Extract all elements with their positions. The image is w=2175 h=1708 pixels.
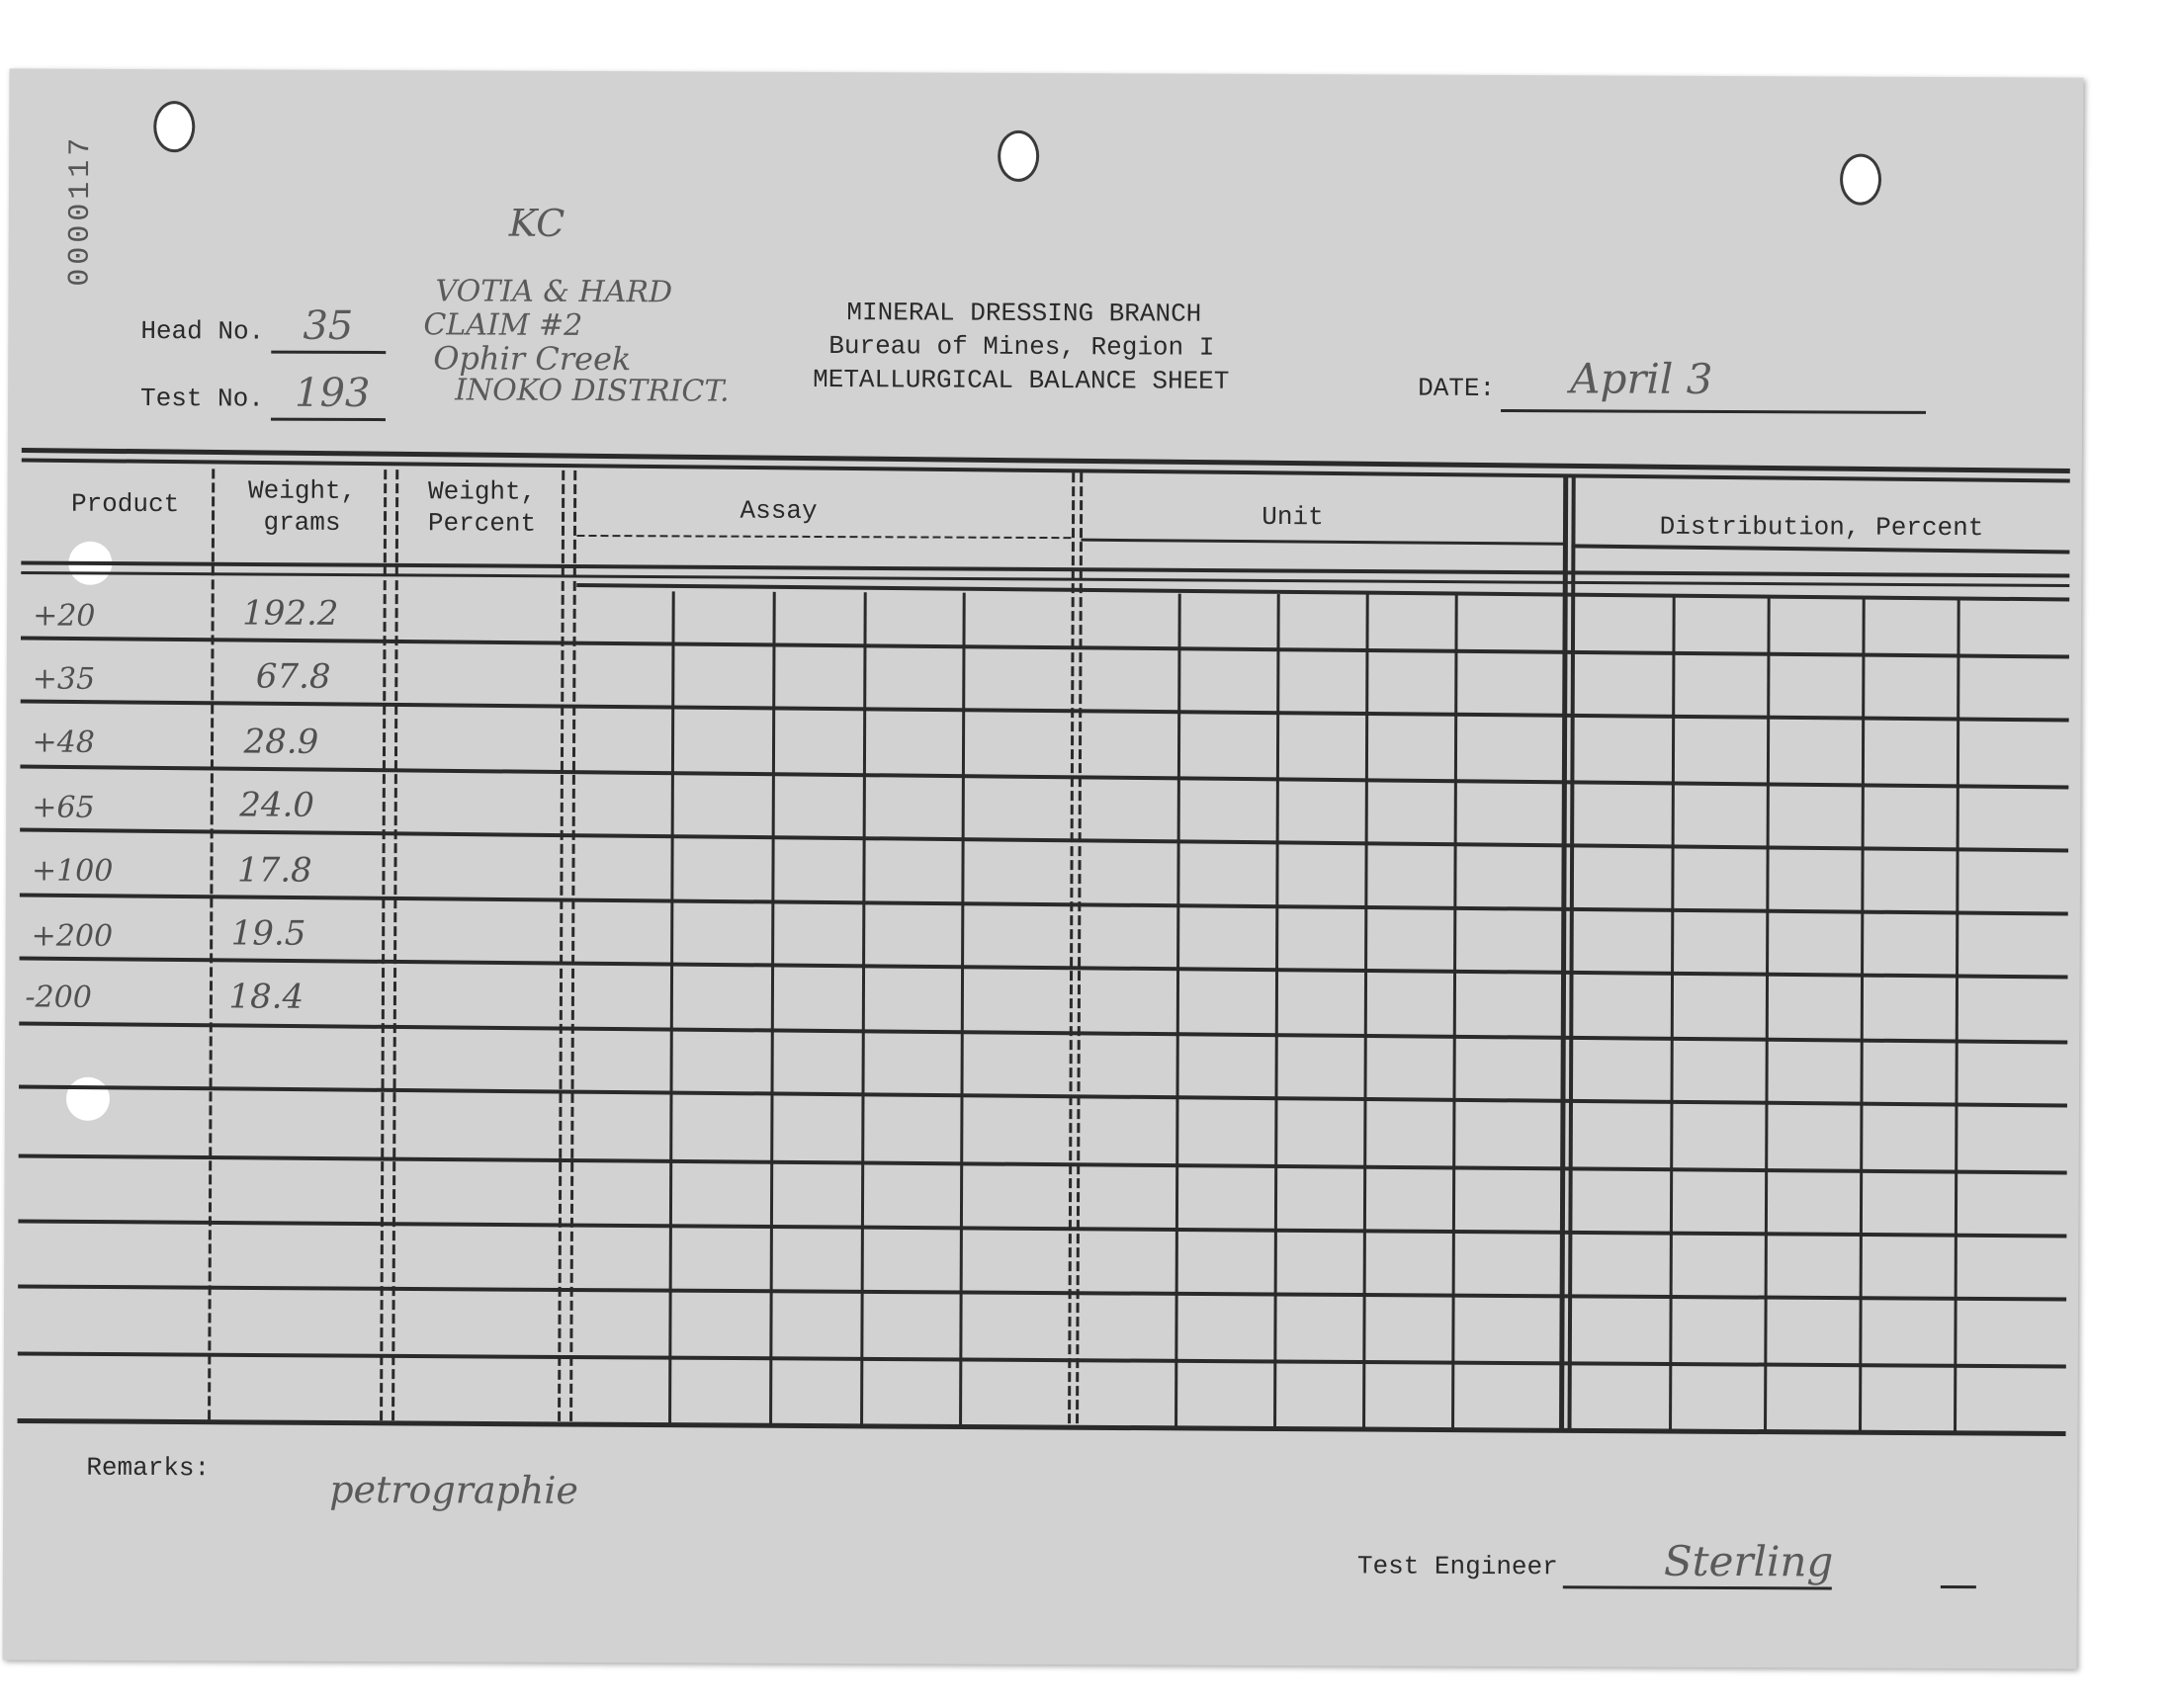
col-header-unit: Unit xyxy=(1262,501,1324,533)
title-line-1: MINERAL DRESSING BRANCH xyxy=(846,298,1202,329)
col-header-weight-grams-2: grams xyxy=(263,507,341,538)
signature-trailing-mark xyxy=(1941,1585,1976,1588)
row-6-product: +200 xyxy=(31,918,114,954)
test-engineer-label: Test Engineer xyxy=(1356,1551,1558,1582)
row-3-product: +48 xyxy=(32,725,95,760)
test-engineer-signature: Sterling xyxy=(1663,1536,1834,1586)
row-6-weight: 19.5 xyxy=(230,913,306,954)
row-7-weight: 18.4 xyxy=(228,977,304,1017)
remarks-value: petrographie xyxy=(329,1467,579,1512)
col-header-distribution: Distribution, Percent xyxy=(1659,511,1984,544)
title-line-2: Bureau of Mines, Region I xyxy=(828,331,1215,363)
row-3-weight: 28.9 xyxy=(243,722,319,762)
balance-sheet-page xyxy=(2,68,2083,1668)
row-1-product: +20 xyxy=(33,598,96,634)
location-line-1: VOTIA & HARD xyxy=(435,274,673,310)
col-header-product: Product xyxy=(70,488,180,520)
test-no-value: 193 xyxy=(294,370,371,417)
row-1-weight: 192.2 xyxy=(242,593,339,634)
date-value: April 3 xyxy=(1570,354,1713,403)
row-5-weight: 17.8 xyxy=(236,850,312,891)
head-no-label: Head No. xyxy=(140,316,265,347)
row-4-product: +65 xyxy=(32,790,95,825)
head-no-value: 35 xyxy=(303,302,354,349)
date-label: DATE: xyxy=(1418,373,1496,403)
col-header-weight-percent-2: Percent xyxy=(427,508,537,539)
col-header-assay: Assay xyxy=(740,495,818,526)
row-2-product: +35 xyxy=(32,661,96,697)
row-4-weight: 24.0 xyxy=(239,785,315,825)
location-line-3: Ophir Creek xyxy=(433,339,632,379)
col-header-weight-percent-1: Weight, xyxy=(427,476,537,507)
annotation-initials: KC xyxy=(508,201,566,245)
title-line-3: METALLURGICAL BALANCE SHEET xyxy=(813,364,1230,396)
location-line-4: INOKO DISTRICT. xyxy=(455,373,730,409)
row-5-product: +100 xyxy=(31,853,114,889)
test-no-label: Test No. xyxy=(140,384,264,414)
row-2-weight: 67.8 xyxy=(255,656,331,697)
document-stamp-number: 0000117 xyxy=(63,133,99,287)
col-header-weight-grams-1: Weight, xyxy=(247,475,357,506)
row-7-product: -200 xyxy=(25,980,92,1015)
location-line-2: CLAIM #2 xyxy=(423,307,583,343)
balance-table-grid xyxy=(2,68,2083,1668)
remarks-label: Remarks: xyxy=(86,1452,211,1484)
